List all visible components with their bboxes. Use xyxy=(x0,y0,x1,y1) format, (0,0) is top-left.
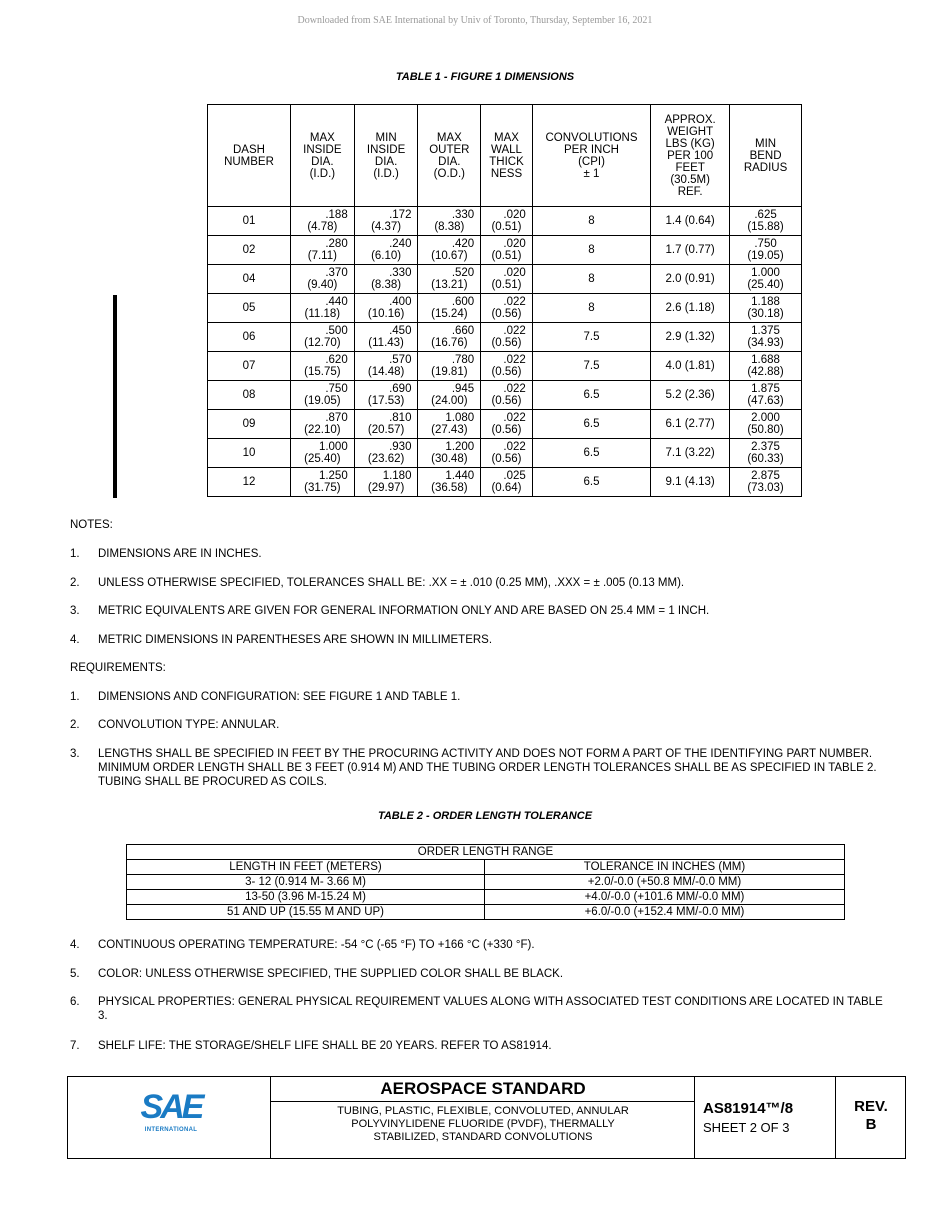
mm-value: (25.40) xyxy=(304,453,341,465)
mm-value: (10.67) xyxy=(431,250,468,262)
cpi-cell: 8 xyxy=(532,207,650,236)
revision-bar xyxy=(113,295,117,498)
inch-value: .022 xyxy=(503,412,526,424)
revision-cell xyxy=(835,1077,906,1158)
cpi-cell: 7.5 xyxy=(532,323,650,352)
inch-value: .500 xyxy=(325,325,348,337)
requirement-text: SHELF LIFE: THE STORAGE/SHELF LIFE SHALL BE 20 YEARS. REFER TO AS81914. xyxy=(98,1040,552,1052)
note-text: METRIC EQUIVALENTS ARE GIVEN FOR GENERAL INFORMATION ONLY AND ARE BASED ON 25.4 MM = 1 INCH. xyxy=(98,605,710,617)
weight-cell: 9.1 (4.13) xyxy=(651,468,730,497)
max-outer-dia-cell xyxy=(418,294,481,323)
mm-value: (23.62) xyxy=(367,453,405,465)
note-text: DIMENSIONS ARE IN INCHES. xyxy=(98,548,262,560)
title-block xyxy=(67,1076,906,1159)
mm-value: (0.51) xyxy=(491,221,522,233)
wall-thickness-cell xyxy=(481,381,533,410)
mm-value: (12.70) xyxy=(304,337,341,349)
logo-cell xyxy=(68,1077,271,1158)
table1-body xyxy=(208,207,802,497)
requirement-text: PHYSICAL PROPERTIES: GENERAL PHYSICAL REQUIREMENT VALUES ALONG WITH ASSOCIATED TEST CONDITIONS ARE LOCATED IN TABLE 3. xyxy=(98,996,883,1022)
mm-value: (15.24) xyxy=(431,308,468,320)
table2-caption: TABLE 2 - ORDER LENGTH TOLERANCE xyxy=(377,810,593,822)
header-max-wall-thickness: MAX WALL THICK NESS xyxy=(481,105,533,207)
mm-value: (34.93) xyxy=(747,337,784,349)
cpi-cell: 7.5 xyxy=(532,352,650,381)
mm-value: (0.56) xyxy=(491,453,522,465)
min-inside-dia-cell xyxy=(354,323,418,352)
weight-cell: 2.9 (1.32) xyxy=(651,323,730,352)
dash-number-cell: 10 xyxy=(208,439,291,468)
max-inside-dia-cell xyxy=(290,236,354,265)
inch-value: .780 xyxy=(451,354,475,366)
inch-value: 1.080 xyxy=(445,412,475,424)
inch-value: 1.688 xyxy=(751,354,780,366)
wall-thickness-cell xyxy=(481,207,533,236)
mm-value: (19.81) xyxy=(431,366,468,378)
min-inside-dia-cell xyxy=(354,352,418,381)
tolerance-cell: +4.0/-0.0 (+101.6 MM/-0.0 MM) xyxy=(485,890,845,905)
inch-value: .330 xyxy=(451,209,475,221)
inch-value: 1.200 xyxy=(445,441,475,453)
wall-thickness-cell xyxy=(481,323,533,352)
mm-value: (0.64) xyxy=(491,482,522,494)
note-number: 3. xyxy=(70,605,80,617)
note-number: 1. xyxy=(70,548,80,560)
standard-description xyxy=(271,1105,695,1144)
mm-value: (30.18) xyxy=(747,308,784,320)
inch-value: .870 xyxy=(325,412,348,424)
max-outer-dia-cell xyxy=(418,410,481,439)
mm-value: (20.57) xyxy=(367,424,405,436)
max-inside-dia-cell xyxy=(290,439,354,468)
mm-value: (29.97) xyxy=(367,482,405,494)
inch-value: .020 xyxy=(503,267,526,279)
mm-value: (11.43) xyxy=(368,337,404,349)
requirement-text: LENGTHS SHALL BE SPECIFIED IN FEET BY THE PROCURING ACTIVITY AND DOES NOT FORM A PART OF THE IDENTIFYING PART NUMBER. MINIMUM ORDER LENGTH SHALL BE 3 FEET (0.914 M) AND THE TUBING ORDER LENGTH TOLERANCES SHALL BE AS SPECIFIED IN TABLE 2. TUBING SHALL BE PROCURED AS COILS. xyxy=(98,748,877,788)
mm-value: (0.56) xyxy=(491,337,522,349)
table-row xyxy=(127,890,845,905)
max-outer-dia-cell xyxy=(418,323,481,352)
inch-value: .188 xyxy=(325,209,348,221)
inch-value: .450 xyxy=(389,325,412,337)
max-inside-dia-cell xyxy=(290,410,354,439)
inch-value: 1.440 xyxy=(445,470,475,482)
wall-thickness-cell xyxy=(481,294,533,323)
mm-value: (73.03) xyxy=(747,482,784,494)
dash-number-cell: 08 xyxy=(208,381,291,410)
min-inside-dia-cell xyxy=(354,468,418,497)
mm-value: (22.10) xyxy=(304,424,341,436)
inch-value: .025 xyxy=(503,470,526,482)
mm-value: (9.40) xyxy=(307,279,338,291)
header-min-inside-dia: MIN INSIDE DIA. (I.D.) xyxy=(354,105,418,207)
bend-radius-cell xyxy=(730,381,802,410)
inch-value: .660 xyxy=(451,325,475,337)
inch-value: .172 xyxy=(389,209,412,221)
inch-value: .625 xyxy=(754,209,777,221)
revision-value: B xyxy=(865,1116,877,1133)
wall-thickness-cell xyxy=(481,236,533,265)
bend-radius-cell xyxy=(730,323,802,352)
table-row xyxy=(208,352,802,381)
header-max-outer-dia: MAX OUTER DIA. (O.D.) xyxy=(418,105,481,207)
tolerance-cell: +6.0/-0.0 (+152.4 MM/-0.0 MM) xyxy=(485,905,845,920)
table-row xyxy=(208,323,802,352)
min-inside-dia-cell xyxy=(354,236,418,265)
mm-value: (42.88) xyxy=(747,366,784,378)
bend-radius-cell xyxy=(730,236,802,265)
note-text: METRIC DIMENSIONS IN PARENTHESES ARE SHOWN IN MILLIMETERS. xyxy=(98,634,493,646)
length-range-cell: 13-50 (3.96 M-15.24 M) xyxy=(127,890,485,905)
requirement-number: 2. xyxy=(70,719,80,731)
inch-value: 2.375 xyxy=(751,441,780,453)
mm-value: (13.21) xyxy=(431,279,468,291)
bend-radius-cell xyxy=(730,468,802,497)
note-number: 4. xyxy=(70,634,80,646)
max-inside-dia-cell xyxy=(290,468,354,497)
standard-title-cell xyxy=(270,1077,695,1158)
requirements-heading: REQUIREMENTS: xyxy=(70,662,166,674)
table1-caption: TABLE 1 - FIGURE 1 DIMENSIONS xyxy=(395,71,575,83)
inch-value: 1.000 xyxy=(318,441,348,453)
inch-value: .370 xyxy=(325,267,348,279)
table1-header-row xyxy=(208,105,802,207)
header-convolutions: CONVOLUTIONS PER INCH (CPI) ± 1 xyxy=(532,105,650,207)
description-line: POLYVINYLIDENE FLUORIDE (PVDF), THERMALLY xyxy=(351,1118,615,1130)
table-row xyxy=(208,381,802,410)
mm-value: (17.53) xyxy=(367,395,405,407)
description-line: TUBING, PLASTIC, FLEXIBLE, CONVOLUTED, ANNULAR xyxy=(337,1105,629,1117)
cpi-cell: 6.5 xyxy=(532,468,650,497)
wall-thickness-cell xyxy=(481,265,533,294)
sae-logo-subtext: INTERNATIONAL xyxy=(144,1127,198,1133)
weight-cell: 1.4 (0.64) xyxy=(651,207,730,236)
note-text: UNLESS OTHERWISE SPECIFIED, TOLERANCES SHALL BE: .XX = ± .010 (0.25 MM), .XXX = ± .005 (0.13 MM). xyxy=(98,577,685,589)
sheet-number: SHEET 2 OF 3 xyxy=(703,1120,790,1135)
max-outer-dia-cell xyxy=(418,236,481,265)
weight-cell: 2.0 (0.91) xyxy=(651,265,730,294)
max-outer-dia-cell xyxy=(418,207,481,236)
cpi-cell: 6.5 xyxy=(532,439,650,468)
length-range-cell: 3- 12 (0.914 M- 3.66 M) xyxy=(127,875,485,890)
table-row xyxy=(208,439,802,468)
requirement-number: 4. xyxy=(70,939,80,951)
bend-radius-cell xyxy=(730,265,802,294)
table-row xyxy=(208,294,802,323)
inch-value: .690 xyxy=(389,383,412,395)
inch-value: .022 xyxy=(503,325,526,337)
min-inside-dia-cell xyxy=(354,381,418,410)
requirement-number: 6. xyxy=(70,996,80,1008)
mm-value: (25.40) xyxy=(747,279,784,291)
inch-value: .330 xyxy=(389,267,412,279)
table2-header-row xyxy=(127,860,845,875)
wall-thickness-cell xyxy=(481,439,533,468)
header-min-bend-radius: MIN BEND RADIUS xyxy=(730,105,802,207)
table2-group-header: ORDER LENGTH RANGE xyxy=(127,845,845,860)
inch-value: .022 xyxy=(503,296,526,308)
mm-value: (16.76) xyxy=(431,337,468,349)
table-row xyxy=(208,410,802,439)
requirement-number: 7. xyxy=(70,1040,80,1052)
inch-value: 1.875 xyxy=(751,383,780,395)
min-inside-dia-cell xyxy=(354,294,418,323)
requirement-number: 5. xyxy=(70,968,80,980)
requirement-text: DIMENSIONS AND CONFIGURATION: SEE FIGURE 1 AND TABLE 1. xyxy=(98,691,461,703)
mm-value: (4.78) xyxy=(307,221,338,233)
inch-value: 1.188 xyxy=(751,296,780,308)
requirement-number: 3. xyxy=(70,748,80,760)
inch-value: .020 xyxy=(503,209,526,221)
inch-value: .570 xyxy=(389,354,412,366)
weight-cell: 4.0 (1.81) xyxy=(651,352,730,381)
wall-thickness-cell xyxy=(481,468,533,497)
wall-thickness-cell xyxy=(481,352,533,381)
standard-title: AEROSPACE STANDARD xyxy=(271,1077,695,1102)
mm-value: (7.11) xyxy=(307,250,337,262)
mm-value: (14.48) xyxy=(367,366,405,378)
mm-value: (15.75) xyxy=(304,366,341,378)
dash-number-cell: 02 xyxy=(208,236,291,265)
bend-radius-cell xyxy=(730,207,802,236)
weight-cell: 2.6 (1.18) xyxy=(651,294,730,323)
inch-value: .620 xyxy=(325,354,348,366)
header-max-inside-dia: MAX INSIDE DIA. (I.D.) xyxy=(290,105,354,207)
max-inside-dia-cell xyxy=(290,381,354,410)
mm-value: (0.56) xyxy=(491,395,522,407)
bend-radius-cell xyxy=(730,294,802,323)
mm-value: (0.56) xyxy=(491,366,522,378)
mm-value: (31.75) xyxy=(304,482,341,494)
order-length-table xyxy=(126,844,845,920)
table2-group-row xyxy=(127,845,845,860)
mm-value: (36.58) xyxy=(431,482,468,494)
max-inside-dia-cell xyxy=(290,294,354,323)
sae-logo: SAE xyxy=(140,1088,202,1126)
inch-value: .930 xyxy=(389,441,412,453)
table-row xyxy=(208,207,802,236)
header-approx-weight: APPROX. WEIGHT LBS (KG) PER 100 FEET (30.5M) REF. xyxy=(651,105,730,207)
inch-value: .020 xyxy=(503,238,526,250)
cpi-cell: 6.5 xyxy=(532,381,650,410)
inch-value: 2.000 xyxy=(751,412,780,424)
inch-value: 2.875 xyxy=(751,470,780,482)
mm-value: (0.51) xyxy=(491,250,522,262)
inch-value: .400 xyxy=(389,296,412,308)
bend-radius-cell xyxy=(730,410,802,439)
inch-value: .810 xyxy=(389,412,412,424)
doc-number: AS81914™/8 xyxy=(703,1100,794,1117)
bend-radius-cell xyxy=(730,352,802,381)
mm-value: (0.51) xyxy=(491,279,522,291)
dash-number-cell: 06 xyxy=(208,323,291,352)
mm-value: (8.38) xyxy=(371,279,402,291)
requirement-text: CONTINUOUS OPERATING TEMPERATURE: -54 °C (-65 °F) TO +166 °C (+330 °F). xyxy=(98,939,535,951)
note-number: 2. xyxy=(70,577,80,589)
inch-value: 1.375 xyxy=(751,325,780,337)
weight-cell: 7.1 (3.22) xyxy=(651,439,730,468)
mm-value: (10.16) xyxy=(367,308,405,320)
weight-cell: 5.2 (2.36) xyxy=(651,381,730,410)
mm-value: (8.38) xyxy=(434,221,465,233)
mm-value: (11.18) xyxy=(304,308,341,320)
inch-value: .240 xyxy=(389,238,412,250)
table-row xyxy=(127,875,845,890)
inch-value: .022 xyxy=(503,354,526,366)
doc-number-cell xyxy=(694,1077,836,1158)
cpi-cell: 8 xyxy=(532,265,650,294)
max-outer-dia-cell xyxy=(418,468,481,497)
inch-value: .750 xyxy=(325,383,348,395)
mm-value: (47.63) xyxy=(747,395,784,407)
min-inside-dia-cell xyxy=(354,439,418,468)
table-row xyxy=(208,265,802,294)
mm-value: (30.48) xyxy=(431,453,468,465)
max-outer-dia-cell xyxy=(418,381,481,410)
mm-value: (15.88) xyxy=(747,221,784,233)
inch-value: .520 xyxy=(451,267,475,279)
wall-thickness-cell xyxy=(481,410,533,439)
inch-value: .945 xyxy=(451,383,475,395)
download-line: Downloaded from SAE International by Univ of Toronto, Thursday, September 16, 2021 xyxy=(297,15,653,26)
max-outer-dia-cell xyxy=(418,439,481,468)
description-line: STABILIZED, STANDARD CONVOLUTIONS xyxy=(373,1131,593,1143)
mm-value: (24.00) xyxy=(431,395,468,407)
header-dash-number: DASH NUMBER xyxy=(208,105,291,207)
mm-value: (0.56) xyxy=(491,308,522,320)
mm-value: (27.43) xyxy=(431,424,468,436)
mm-value: (60.33) xyxy=(747,453,784,465)
dash-number-cell: 09 xyxy=(208,410,291,439)
inch-value: 1.250 xyxy=(318,470,348,482)
mm-value: (0.56) xyxy=(491,424,522,436)
min-inside-dia-cell xyxy=(354,265,418,294)
table2-col-header: LENGTH IN FEET (METERS) xyxy=(127,860,485,875)
weight-cell: 1.7 (0.77) xyxy=(651,236,730,265)
inch-value: .420 xyxy=(451,238,475,250)
dash-number-cell: 12 xyxy=(208,468,291,497)
inch-value: 1.180 xyxy=(382,470,412,482)
length-range-cell: 51 AND UP (15.55 M AND UP) xyxy=(127,905,485,920)
inch-value: .750 xyxy=(754,238,777,250)
inch-value: .022 xyxy=(503,383,526,395)
max-outer-dia-cell xyxy=(418,352,481,381)
requirement-number: 1. xyxy=(70,691,80,703)
bend-radius-cell xyxy=(730,439,802,468)
dash-number-cell: 01 xyxy=(208,207,291,236)
inch-value: .022 xyxy=(503,441,526,453)
table2-col-header: TOLERANCE IN INCHES (MM) xyxy=(485,860,845,875)
weight-cell: 6.1 (2.77) xyxy=(651,410,730,439)
dash-number-cell: 04 xyxy=(208,265,291,294)
max-inside-dia-cell xyxy=(290,207,354,236)
cpi-cell: 6.5 xyxy=(532,410,650,439)
inch-value: .280 xyxy=(325,238,348,250)
mm-value: (19.05) xyxy=(304,395,341,407)
notes-heading: NOTES: xyxy=(70,519,113,531)
inch-value: 1.000 xyxy=(751,267,780,279)
cpi-cell: 8 xyxy=(532,294,650,323)
revision-label: REV. xyxy=(854,1098,888,1115)
cpi-cell: 8 xyxy=(532,236,650,265)
mm-value: (19.05) xyxy=(747,250,784,262)
min-inside-dia-cell xyxy=(354,410,418,439)
requirement-text: COLOR: UNLESS OTHERWISE SPECIFIED, THE SUPPLIED COLOR SHALL BE BLACK. xyxy=(98,968,564,980)
requirement-text: CONVOLUTION TYPE: ANNULAR. xyxy=(98,719,280,731)
dimensions-table xyxy=(207,104,802,497)
mm-value: (4.37) xyxy=(371,221,402,233)
min-inside-dia-cell xyxy=(354,207,418,236)
inch-value: .600 xyxy=(451,296,475,308)
max-inside-dia-cell xyxy=(290,323,354,352)
table-row xyxy=(208,468,802,497)
table-row xyxy=(208,236,802,265)
table-row xyxy=(127,905,845,920)
mm-value: (50.80) xyxy=(747,424,784,436)
max-inside-dia-cell xyxy=(290,265,354,294)
tolerance-cell: +2.0/-0.0 (+50.8 MM/-0.0 MM) xyxy=(485,875,845,890)
dash-number-cell: 05 xyxy=(208,294,291,323)
mm-value: (6.10) xyxy=(371,250,402,262)
dash-number-cell: 07 xyxy=(208,352,291,381)
max-inside-dia-cell xyxy=(290,352,354,381)
max-outer-dia-cell xyxy=(418,265,481,294)
inch-value: .440 xyxy=(325,296,348,308)
